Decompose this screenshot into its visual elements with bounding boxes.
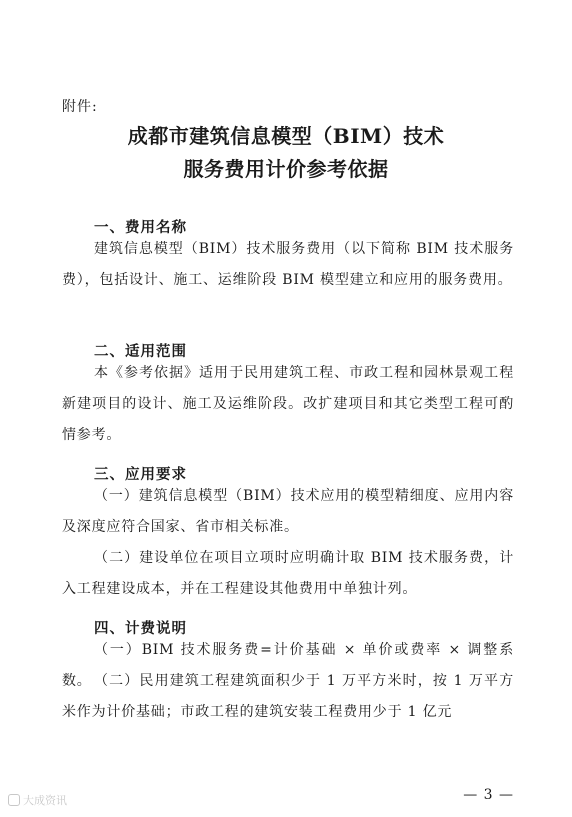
section-paragraph: （二）民用建筑工程建筑面积少于 1 万平方米时，按 1 万平方米作为计价基础；市政工程的建筑安装工程费用少于 1 亿元 — [62, 673, 514, 720]
section-paragraph: （二）建设单位在项目立项时应明确计取 BIM 技术服务费，计入工程建设成本，并在工程建设其他费用中单独计列。 — [62, 550, 514, 597]
section-heading-billing: 四、计费说明 — [94, 620, 187, 637]
page-number: — 3 — — [463, 787, 514, 803]
document-title-line-2: 服务费用计价参考依据 — [183, 157, 389, 181]
document-title-line-1: 成都市建筑信息模型（BIM）技术 — [127, 124, 445, 148]
section-paragraph: （一）BIM 技术服务费=计价基础 × 单价或费率 × 调整系数。 — [62, 642, 514, 689]
section-paragraph: 建筑信息模型（BIM）技术服务费用（以下简称 BIM 技术服务费），包括设计、施工、运维阶段 BIM 模型建立和应用的服务费用。 — [62, 241, 514, 288]
section-heading-requirements: 三、应用要求 — [94, 466, 187, 483]
attachment-label: 附件: — [62, 99, 98, 115]
section-paragraph: 本《参考依据》适用于民用建筑工程、市政工程和园林景观工程新建项目的设计、施工及运维阶段。改扩建项目和其它类型工程可酌情参考。 — [62, 365, 514, 443]
section-heading-scope: 二、适用范围 — [94, 343, 187, 360]
section-heading-fee-name: 一、费用名称 — [94, 219, 187, 236]
watermark-logo-icon — [8, 794, 20, 806]
section-paragraph: （一）建筑信息模型（BIM）技术应用的模型精细度、应用内容及深度应符合国家、省市相关标准。 — [62, 488, 514, 535]
watermark — [8, 792, 67, 808]
watermark-text: 大成资讯 — [23, 794, 67, 807]
